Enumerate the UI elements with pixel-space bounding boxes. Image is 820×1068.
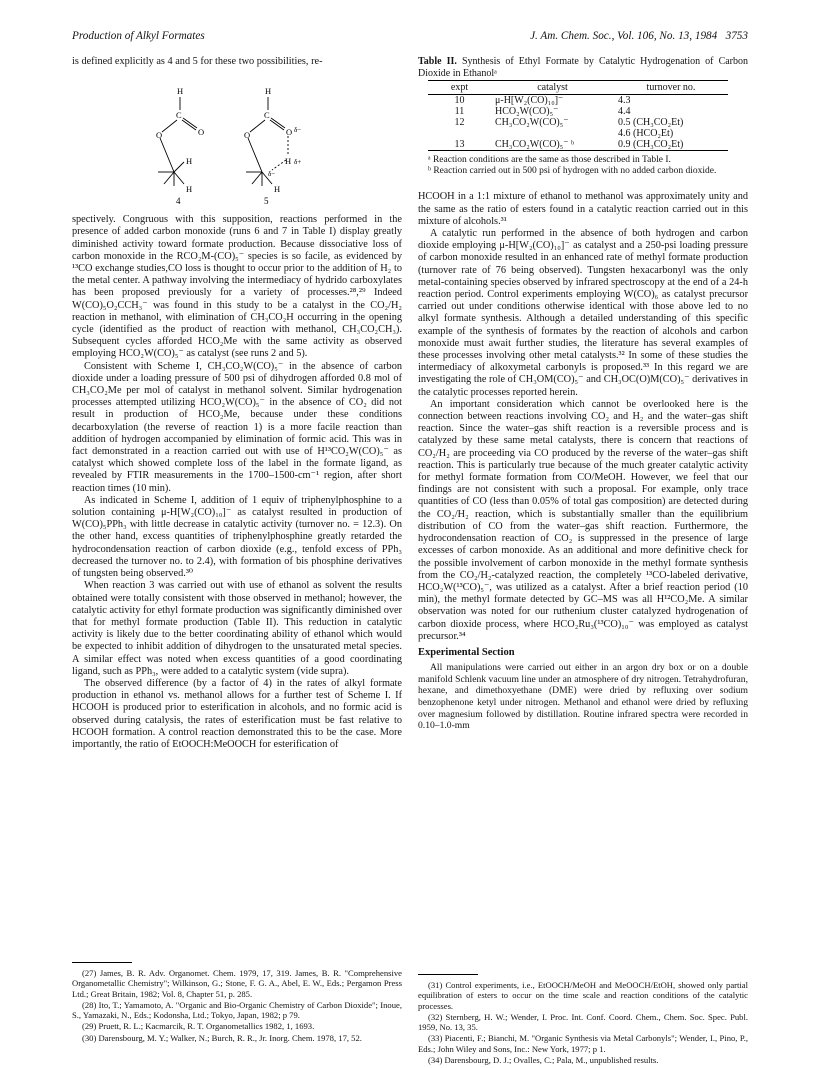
- table-row: [428, 117, 728, 139]
- journal-citation: J. Am. Chem. Soc., Vol. 106, No. 13, 1984 3753: [530, 30, 748, 42]
- right-column: [418, 56, 748, 732]
- footnote-rule-right: [418, 974, 478, 975]
- left-paragraph-3: As indicated in Scheme I, addition of 1 equiv of triphenylphosphine to a solution containing μ-H[W₂(CO)₁₀]⁻ as catalyst resulted in production of W(CO)₅PPh₃ with little decrease in catalytic activity (turnover no. = 12.3). On the other hand, excess quantities of triphenylphosphine greatly retarded the hydrocondensation reaction of carbon dioxide (e.g., tenfold excess of PPh₃ decreased the turnover no. to 2.4), with formation of bis phosphine derivatives of tungsten being observed.³⁰: [72, 494, 402, 580]
- left-paragraph-1: spectively. Congruous with this supposition, reactions performed in the presence of added carbon monoxide (runs 6 and 7 in Table I) display greatly diminished activity toward formate production. Because dissociative loss of carbon monoxide in the RCO₂M-(CO)₅⁻ species is so facile, as evidenced by ¹³CO exchange studies,CO loss is thought to occur prior to the addition of H₂ to the metal center. A pathway involving the intermediacy of hydrido carboxylates has been proposed previously for a variety of processes.²⁸,²⁹ Indeed W(CO)₅O₂CCH₃⁻ was found in this study to be a catalyst in the CO₂/H₂ reaction in methanol, with elimination of CH₃CO₂H occurring in the opening cycle (identified as the product of reaction with methanol, CH₃CO₂CH₃). Subsequent cycles afforded HCO₂Me with the same activity as observed employing HCO₂W(CO)₅⁻ as catalyst (see runs 2 and 5).: [72, 214, 402, 360]
- table-caption: [418, 56, 748, 80]
- table-row: [428, 106, 728, 117]
- left-paragraph-5: The observed difference (by a factor of 4) in the rates of alkyl formate production in ethanol vs. methanol allows for a further test of Scheme I. If HCOOH is produced prior to esterification in alcohols, and no formic acid is observed during catalysis, the rates of esterification must be fast relative to HCOOH formation. A control reaction demonstrated this to be the case. More importantly, the ratio of EtOOCH:MeOOCH for esterification of: [72, 677, 402, 750]
- cell-turnover: [614, 117, 728, 139]
- atom-o-right-5: O: [286, 127, 293, 138]
- table-note-b: ᵇ Reaction carried out in 500 psi of hydrogen with no added carbon dioxide.: [428, 166, 717, 177]
- footnote-30: (30) Darensbourg, M. Y.; Walker, N.; Burch, R. R., Jr. Inorg. Chem. 1978, 17, 52.: [82, 1032, 362, 1043]
- footnote-29: (29) Pruett, R. L.; Kacmarcik, R. T. Organometallics 1982, 1, 1693.: [82, 1021, 315, 1032]
- atom-h-top-5: H: [265, 86, 272, 97]
- table-note-a: ᵃ Reaction conditions are the same as those described in Table I.: [428, 155, 671, 165]
- structure-5-atoms: [244, 86, 301, 206]
- cell-expt: 11: [454, 106, 465, 117]
- footnote-rule-left: [72, 962, 132, 963]
- cell-turnover: 0.9 (CH₃CO₂Et): [614, 139, 728, 151]
- cell-catalyst: μ-H[W₂(CO)₁₀]⁻: [495, 95, 564, 106]
- right-paragraph-1: HCOOH in a 1:1 mixture of ethanol to methanol was approximately unity and the same as the ratio of esters found in a catalytic reaction carried out in this mixture of alcohols.³¹: [418, 191, 748, 227]
- right-paragraph-2: A catalytic run performed in the absence of both hydrogen and carbon dioxide employing μ-H[W₂(CO)₁₀]⁻ as catalyst and a 250-psi loading pressure of carbon monoxide resulted in an enhanced rate of methyl formate production (turnover rate of 76 being observed). Tungsten hexacarbonyl was the only metal-containing species observed by infrared spectroscopy at the end of a 24-h reaction period. Control experiments employing W(CO)₆ as catalyst precursor carried out under conditions otherwise identical with those above led to no alkyl formate synthesis. Although a detailed understanding of this specific example of the synthesis of formates by the reaction of alcohols and carbon monoxide must await further studies, the literature has several examples of these processes involving other metal catalysts.³² In some of these studies the intermediacy of alkoxymetal carbonyls is proposed.³³ In this regard we are investigating the role of CH₃OM(CO)₅⁻ and CH₃OC(O)M(CO)₅⁻ derivatives in the catalytic processes reported herein.: [418, 228, 748, 398]
- left-column: [72, 56, 402, 751]
- cell-catalyst: CH₃CO₂W(CO)₅⁻ ᵇ: [491, 139, 614, 151]
- atom-o-left-4: O: [156, 130, 163, 141]
- footnote-27: (27) James, B. R. Adv. Organomet. Chem. 1979, 17, 319. James, B. R. "Comprehensive Organometallic Chemistry"; Wilkinson, G.; Stone, F. G. A., Abel, E. W., Eds.; Pergamon Press Ltd.; Great Britain, 1982; Vol. 8, Chapter 51, p. 285.: [72, 968, 402, 999]
- delta-minus-m-5: δ−: [268, 170, 276, 179]
- footnote-32: (32) Sternberg, H. W.; Wender, I. Proc. Int. Conf. Coord. Chem., Chem. Soc. Spec. Publ. 1959, No. 13, 35.: [418, 1011, 748, 1033]
- structure-label-4: 4: [176, 196, 181, 207]
- running-title: Production of Alkyl Formates: [72, 30, 205, 42]
- table-title: Table II.: [418, 56, 457, 67]
- table-header-row: [428, 81, 728, 95]
- atom-o-right-4: O: [198, 127, 205, 138]
- experimental-section: [418, 662, 748, 732]
- running-header: [72, 30, 748, 46]
- footnote-28: (28) Ito, T.; Yamamoto, A. "Organic and Bio-Organic Chemistry of Carbon Dioxide"; Inoue, S., Yamazaki, N., Eds.; Kodonsha, Ltd.; Tokyo, Japan, 1982; p 79.: [72, 999, 402, 1021]
- experimental-paragraph: All manipulations were carried out either in an argon dry box or on a double manifold Schlenk vacuum line under an atmosphere of dry nitrogen. Tetrahydrofuran, hexane, and dimethoxyethane (DME) were dried by refluxing over sodium benzophenone ketyl under nitrogen. Methanol and ethanol were dried by refluxing over magnesium followed by distillation. Routine infrared spectra were recorded in 0.10–1.0-mm: [418, 662, 748, 732]
- cell-turnover-line2: 4.6 (HCO₂Et): [618, 128, 674, 139]
- atom-h-bridge-5: H: [285, 156, 292, 167]
- footnote-34: (34) Darensbourg, D. J.; Ovalles, C.; Pala, M., unpublished results.: [428, 1055, 659, 1066]
- table-row: [428, 139, 728, 151]
- section-heading-experimental: Experimental Section: [418, 646, 515, 658]
- turnover-table: [428, 80, 728, 151]
- atom-o-left-5: O: [244, 130, 251, 141]
- left-intro-text: is defined explicitly as 4 and 5 for these two possibilities, re-: [72, 56, 323, 67]
- right-paragraph-3: An important consideration which cannot be overlooked here is the connection between reactions involving CO₂ and H₂ and the water–gas shift reaction. Since the water–gas shift reaction is a reversible process and is catalyzed by these same metal catalysts, there is concern that reactions of CO₂/H₂ are proceeding via CO produced by the reverse of the water–gas shift reaction. This is particularly true because of the much greater catalytic activity for methyl formate formation from CO/MeOH. However, we feel that our findings are not consistent with such a proposal. For example, only trace quantities of CO (less than 0.05% of total gas composition) are detected during the CO₂/H₂ reaction, which is substantially smaller than the equilibrium distribution of CO from the water–gas shift reaction. Furthermore, the hydrocondensation reaction of CO₂ is suppressed in the presence of large excesses of carbon monoxide. As an additional and more definitive check for the possible involvement of carbon monoxide in the methyl formate synthesis from the CO₂/H₂-catalyzed reaction, the completely ¹³CO-labeled derivative, HCO₂W(¹³CO)₅⁻, was utilized as a catalyst. After a brief reaction period (10 min), the methyl formate detected by GC–MS was all H¹²CO₂Me. A similar observation was noted for our ruthenium cluster catalyzed hydrogenation of carbon dioxide process, where HCO₂Ru₃(¹³CO)₁₀⁻ was employed as catalyst precursor.³⁴: [418, 398, 748, 642]
- atom-h-lower-4: H: [186, 184, 193, 195]
- structure-label-5: 5: [264, 196, 269, 207]
- footnote-31: (31) Control experiments, i.e., EtOOCH/MeOH and MeOOCH/EtOH, showed only partial equilibration of esters to occur on the time scale and reaction conditions of the catalytic processes.: [418, 980, 748, 1011]
- header-turnover: turnover no.: [614, 81, 728, 95]
- cell-turnover: 4.3: [618, 95, 631, 106]
- header-expt: expt: [428, 81, 491, 95]
- atom-h-top-4: H: [177, 86, 184, 97]
- left-paragraph-4: When reaction 3 was carried out with use of ethanol as solvent the results obtained were totally consistent with those observed in methanol; however, the catalytic activity for ethyl formate production was significantly diminished over that for methyl formate production (Table II). This reduction in catalytic activity is likely due to the better coordinating ability of ethanol which would be expected to inhibit addition of dihydrogen to the unsaturated metal species. A similar effect was noted when excess quantities of a good coordinating ligand, such as PPh₃, were added to a catalytic system (vide supra).: [72, 580, 402, 677]
- table-row: [428, 95, 728, 107]
- delta-plus-h-5: δ+: [294, 158, 302, 167]
- table-notes: [418, 155, 748, 177]
- cell-catalyst: HCO₂W(CO)₅⁻: [495, 106, 559, 117]
- structure-diagram: [72, 72, 402, 206]
- footnote-33: (33) Piacenti, F.; Bianchi, M. "Organic Synthesis via Metal Carbonyls"; Wender, I., Pino, P., Eds.; John Wiley and Sons, Inc.: New York, 1977; p 1.: [418, 1033, 748, 1054]
- cell-expt: 13: [428, 139, 491, 151]
- table-caption-text: Synthesis of Ethyl Formate by Catalytic Hydrogenation of Carbon Dioxide in Ethanolᵃ: [418, 56, 749, 79]
- cell-expt: 10: [454, 95, 465, 106]
- footnotes-left: [72, 968, 402, 1044]
- atom-h-lower-5: H: [274, 184, 281, 195]
- cell-turnover: 4.4: [618, 106, 631, 117]
- header-catalyst: catalyst: [491, 81, 614, 95]
- left-paragraph-2: Consistent with Scheme I, CH₃CO₂W(CO)₅⁻ in the absence of carbon dioxide under a loading pressure of 500 psi of dihydrogen afforded 0.8 mol of CH₃CO₂Me per mol of catalyst in methanol solvent. Similar hydrogenation processes attempted utilizing HCO₂W(CO)₅⁻ in the absence of CO₂ did not result in production of HCO₂Me, because under these conditions decarboxylation (the reverse of reaction 1) is a more facile reaction than addition of hydrogen accompanied by elimination of formic acid. This was in fact demonstrated in a reaction carried out with use of H¹³CO₂W(CO)₅⁻ as catalyst which showed complete loss of the label in the formate ligand, as revealed by FTIR measurements in the 1700–1500-cm⁻¹ region, after short reaction times (10 min).: [72, 360, 402, 494]
- atom-c-5: C: [264, 110, 270, 121]
- structures-4-5-svg: [72, 72, 402, 206]
- cell-expt: 12: [454, 117, 465, 128]
- footnotes-right: [418, 980, 748, 1066]
- atom-h-metal-4: H: [186, 156, 193, 167]
- cell-turnover-line1: 0.5 (CH₃CO₂Et): [618, 117, 684, 128]
- atom-c-4: C: [176, 110, 182, 121]
- delta-minus-o-5: δ−: [294, 126, 302, 135]
- cell-catalyst: CH₃CO₂W(CO)₅⁻: [495, 117, 569, 128]
